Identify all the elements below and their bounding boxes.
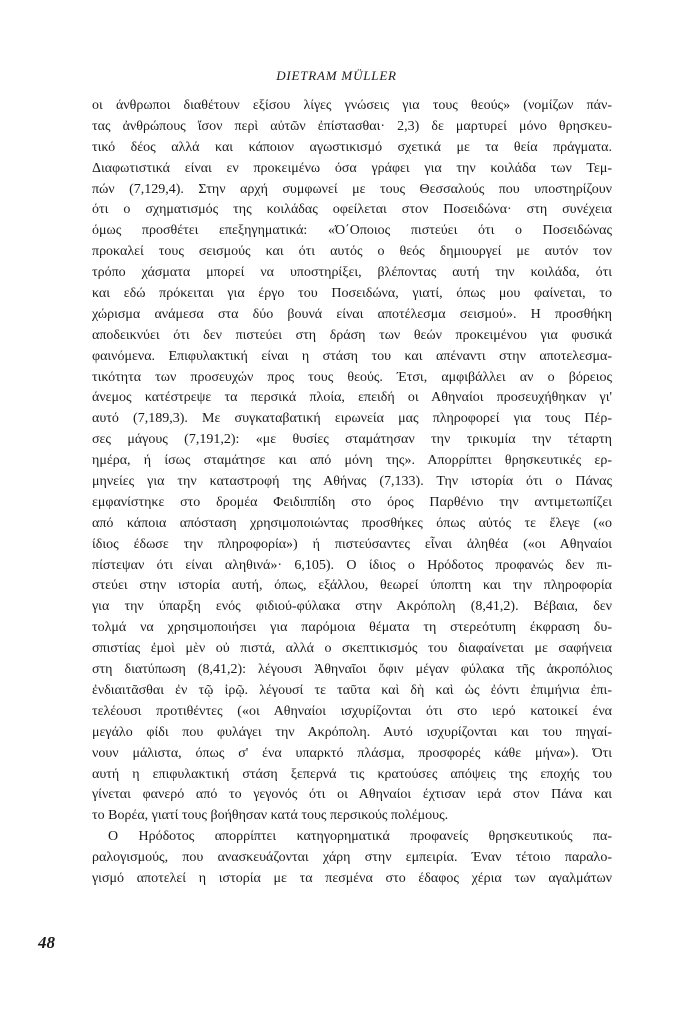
body-text: [92, 96, 612, 890]
text-line: τικότητα των προσευχών προς τους θεούς. Έτσι, αμφιβάλλει αν ο βόρειος: [92, 369, 612, 385]
text-line: από κάποια απόσταση χρησιμοποιώντας προσθήκες όπως αὐτός τε ἔλεγε («ο: [92, 515, 612, 531]
text-line: φαινόμενα. Επιφυλακτική είναι η στάση του και απέναντι στην αποτελεσμα-: [92, 348, 612, 364]
text-line: και εδώ πρόκειται για έργο του Ποσειδώνα, γιατί, όπως μου φαίνεται, το: [92, 286, 612, 302]
text-line: τελέουσι προτιθέντες («οι Αθηναίοι ισχυρίζονται ότι στο ιερό κατοικεί ένα: [92, 703, 612, 719]
text-line: προκαλεί τους σεισμούς και ότι αυτός ο θεός δημιουργεί με αυτόν τον: [92, 244, 612, 260]
text-line: νουν μάλιστα, όπως σ' ένα υπαρκτό πλάσμα, προσφορές κάθε μήνα»). Ότι: [92, 745, 612, 761]
text-line: ίδιος έδωσε την πληροφορία») ή πιστεύσαντες εἶναι ἀληθέα («οι Αθηναίοι: [92, 536, 612, 552]
text-line: Διαφωτιστικά είναι εν προκειμένω όσα γράφει για την κοιλάδα των Τεμ-: [92, 160, 612, 176]
text-line: γίνεται φανερό από το γεγονός ότι οι Αθηναίοι έχτισαν ιερά στον Πάνα και: [92, 787, 612, 803]
text-line: αυτή η επιφυλακτική στάση ξεπερνά τις κρατούσες απόψεις της εποχής του: [92, 766, 612, 782]
page-number: 48: [38, 933, 55, 952]
text-line: πίστεψαν ότι είναι αληθινά»· 6,105). Ο ίδιος ο Ηρόδοτος προφανώς δεν πι-: [92, 557, 612, 573]
text-line: τικό δέος αλλά και κάποιον αγωστικισμό σχετικά με τα θεία πράγματα.: [92, 139, 612, 155]
text-line: ραλογισμούς, που ανασκευάζονται χάρη στην εμπειρία. Έναν τέτοιο παραλο-: [92, 850, 612, 866]
text-line: γισμό αποτελεί η ιστορία με τα πεσμένα στο έδαφος χέρια των αγαλμάτων: [92, 870, 612, 886]
text-line: τολμά να χρησιμοποιήσει για παρόμοια θέματα τη στερεότυπη έκφραση δυ-: [92, 620, 612, 636]
text-line: τρόπο χάσματα μπορεί να υποστηρίξει, βλέποντας αυτή την κοιλάδα, ότι: [92, 265, 612, 281]
text-line: σες μάγους (7,191,2): «με θυσίες σταμάτησαν την τρικυμία την τέταρτη: [92, 432, 612, 448]
text-line: στεύει στην ιστορία αυτή, όπως, εξάλλου, θεωρεί ύποπτη και την πληροφορία: [92, 578, 612, 594]
text-line: όμως προσθέτει επεξηγηματικά: «Ό΄Οποιος πιστεύει ότι ο Ποσειδώνας: [92, 223, 612, 239]
text-line: αποδεικνύει ότι δεν πιστεύει στη δράση των θεών προκειμένου για φυσικά: [92, 327, 612, 343]
text-line: στη διατύπωση (8,41,2): λέγουσι Ἀθηναῖοι ὄφιν μέγαν φύλακα τῆς ἀκροπόλιος: [92, 662, 612, 678]
text-line: εμφανίστηκε στο δρομέα Φειδιππίδη στο όρος Παρθένιο την αντιμετωπίζει: [92, 494, 612, 510]
text-line: άνεμος κατέστρεψε τα περσικά πλοία, επειδή οι Αθηναίοι προσευχήθηκαν γι': [92, 390, 612, 406]
text-line: μηνείες για την καταστροφή της Αθήνας (7,133). Την ιστορία ότι ο Πάνας: [92, 474, 612, 490]
text-line: ότι ο σχηματισμός της κοιλάδας οφείλεται στον Ποσειδώνα· στη συνέχεια: [92, 202, 612, 218]
text-line: χώρισμα ανάμεσα στα δύο βουνά είναι αποτέλεσμα σεισμού». Η προσθήκη: [92, 306, 612, 322]
text-line: Ο Ηρόδοτος απορρίπτει κατηγορηματικά προφανείς θρησκευτικούς πα-: [108, 829, 612, 845]
text-line: το Βορέα, γιατί τους βοήθησαν κατά τους περσικούς πολέμους.: [92, 808, 449, 824]
text-line: οι άνθρωποι διαθέτουν εξίσου λίγες γνώσεις για τους θεούς» (νομίζων πάν-: [92, 98, 612, 113]
text-line: αυτό (7,189,3). Με συγκαταβατική ειρωνεία μας πληροφορεί για τους Πέρ-: [92, 411, 612, 427]
running-head: DIETRAM MÜLLER: [276, 68, 397, 83]
text-line: μεγάλο φίδι που φυλάγει την Ακρόπολη. Αυτό ισχυρίζονται και του πηγαί-: [92, 724, 612, 740]
text-line: ἐνδιαιτᾶσθαι ἐν τῷ ἱρῷ. λέγουσί τε ταῦτα καὶ δὴ καὶ ὡς ἐόντι ἐπιμήνια ἐπι-: [92, 682, 612, 698]
text-line: ημέρα, ή ίσως σταμάτησε και από μόνη της». Απορρίπτει θρησκευτικές ερ-: [92, 453, 612, 469]
text-line: πών (7,129,4). Στην αρχή συμφωνεί με τους Θεσσαλούς που υποστηρίζουν: [92, 181, 612, 197]
text-line: για την ύπαρξη ενός φιδιού-φύλακα στην Ακρόπολη (8,41,2). Βέβαια, δεν: [92, 599, 612, 615]
text-line: σπιστίας ἐμοὶ μὲν οὐ πιστά, αλλά ο σκεπτικισμός του διαφαίνεται με σαφήνεια: [92, 641, 612, 657]
text-line: τας ἀνθρώπους ἴσον περὶ αὐτῶν ἐπίστασθαι· 2,3) δε μαρτυρεί μόνο θρησκευ-: [92, 118, 612, 134]
